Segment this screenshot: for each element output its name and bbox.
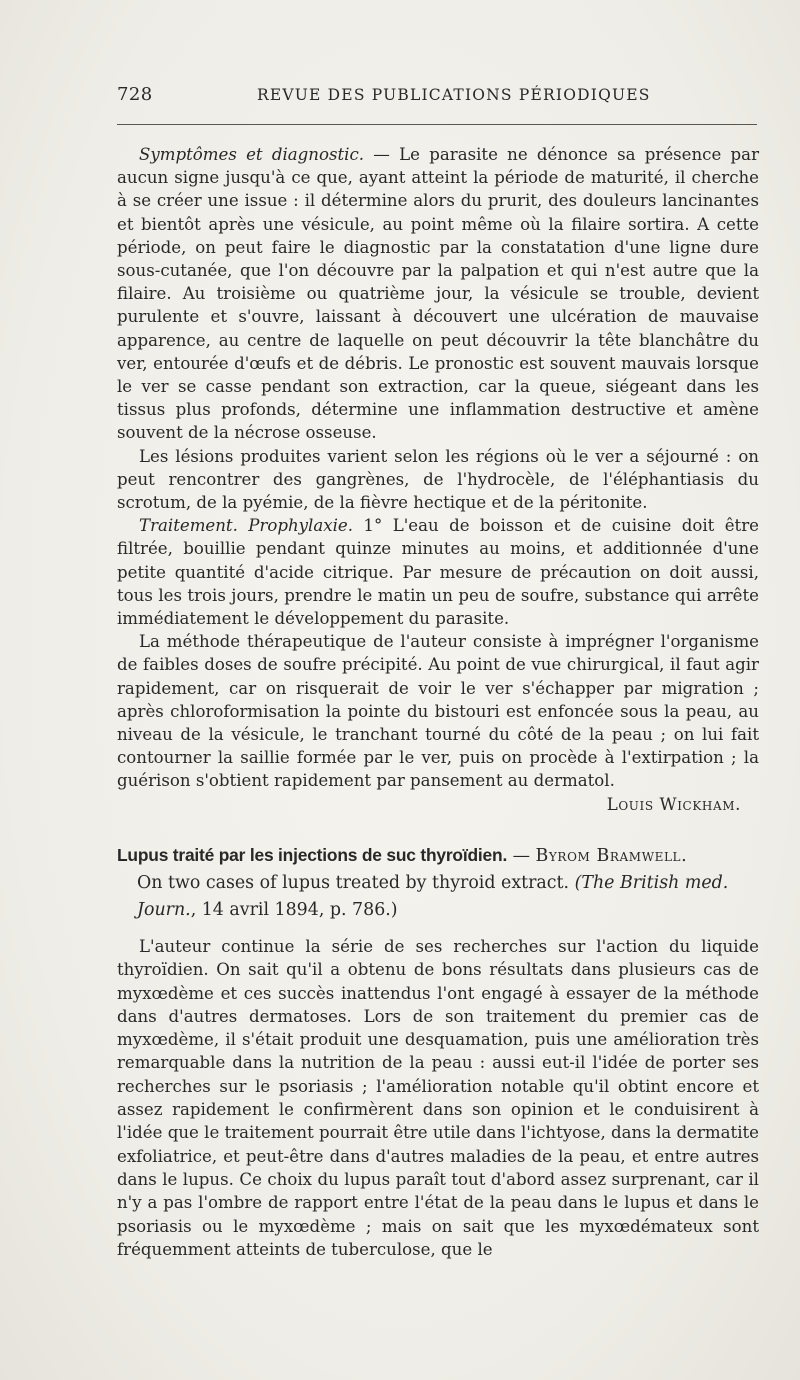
section-symptomes bbox=[117, 143, 759, 793]
text-traitement: 1° L'eau de boisson et de cuisine doit être filtrée, bouillie pendant quinze minutes au moins, et additionnée d'une petite quantité d'acide citrique. Par mesure de précaution on doit aussi, tous les trois jours, prendre le matin un peu de soufre, substance qui arrête immédiatement le développement du parasite. bbox=[117, 516, 759, 629]
paragraph-traitement bbox=[117, 514, 759, 630]
label-traitement: Traitement. Prophylaxie. bbox=[139, 516, 354, 536]
reference-date: , 14 avril 1894, p. 786.) bbox=[190, 900, 398, 920]
title-dash: — bbox=[507, 846, 536, 866]
reference-journal: (The British med. Journ. bbox=[137, 873, 729, 920]
article-heading bbox=[117, 842, 759, 924]
reference-title: On two cases of lupus treated by thyroid extract. bbox=[137, 873, 570, 893]
paragraph-symptomes bbox=[117, 143, 759, 445]
article-author: Byrom Bramwell. bbox=[535, 846, 688, 866]
paragraph-methode: La méthode thérapeutique de l'auteur consiste à imprégner l'organisme de faibles doses de soufre précipité. Au point de vue chirurgical, il faut agir rapidement, car on risquerait de voir le ver s'échapper par migration ; après chloroformisation la pointe du bistouri est enfoncée sous la peau, au niveau de la vésicule, le tranchant tourné du côté de la peau ; on lui fait contourner la saillie formée par le ver, puis on procède à l'extirpation ; la guérison s'obtient rapidement par pansement au dermatol. bbox=[117, 632, 759, 791]
running-header bbox=[117, 84, 757, 114]
article-title: Lupus traité par les injections de suc thyroïdien. bbox=[117, 845, 508, 865]
page-number: 728 bbox=[117, 84, 153, 105]
label-symptomes: Symptômes et diagnostic. bbox=[139, 145, 365, 164]
paragraph-lesions: Les lésions produites varient selon les régions où le ver a séjourné : on peut rencontrer des gangrènes, de l'hydrocèle, de l'éléphantiasis du scrotum, de la pyémie, de la fièvre hectique et de la péritonite. bbox=[117, 446, 759, 513]
running-title: REVUE DES PUBLICATIONS PÉRIODIQUES bbox=[257, 86, 651, 104]
article-reference bbox=[117, 870, 759, 924]
paragraph-lupus: L'auteur continue la série de ses recherches sur l'action du liquide thyroïdien. On sait qu'il a obtenu de bons résultats dans plusieurs cas de myxœdème et ces succès inattendus l'ont engagé à essayer de la méthode dans d'autres dermatoses. Lors de son traitement du premier cas de myxœdème, il s'était produit une desquamation, puis une amélioration très remarquable dans la nutrition de la peau : aussi eut-il l'idée de porter ses recherches sur le psoriasis ; l'amélioration notable qu'il obtint encore et assez rapidement le confirmèrent dans son opinion et le conduisirent à l'idée que le traitement pourrait être utile dans l'ichtyose, dans la dermatite exfoliatrice, et peut-être dans d'autres maladies de la peau, et entre autres dans le lupus. Ce choix du lupus paraît tout d'abord assez surprenant, car il n'y a pas l'ombre de rapport entre l'état de la peau dans le lupus et dans le psoriasis ou le myxœdème ; mais on sait que les myxœdémateux sont fréquemment atteints de tuberculose, que le bbox=[117, 937, 759, 1259]
text-symptomes: — Le parasite ne dénonce sa présence par aucun signe jusqu'à ce que, ayant atteint la période de maturité, il cherche à se créer une issue : il détermine alors du prurit, des douleurs lancinantes et bientôt après une vésicule, au point même où la filaire sortira. A cette période, on peut faire le diagnostic par la constatation d'une ligne dure sous-cutanée, que l'on découvre par la palpation et qui n'est autre que la filaire. Au troisième ou quatrième jour, la vésicule se trouble, devient purulente et s'ouvre, laissant à découvert une ulcération de mauvaise apparence, au centre de laquelle on peut découvrir la tête blanchâtre du ver, entourée d'œufs et de débris. Le pronostic est souvent mauvais lorsque le ver se casse pendant son extraction, car la queue, siégeant dans les tissus plus profonds, détermine une inflammation destructive et amène souvent de la nécrose osseuse. bbox=[117, 145, 759, 443]
section-lupus bbox=[117, 935, 759, 1261]
header-rule bbox=[117, 124, 757, 125]
author-signature: Louis Wickham. bbox=[606, 795, 741, 814]
